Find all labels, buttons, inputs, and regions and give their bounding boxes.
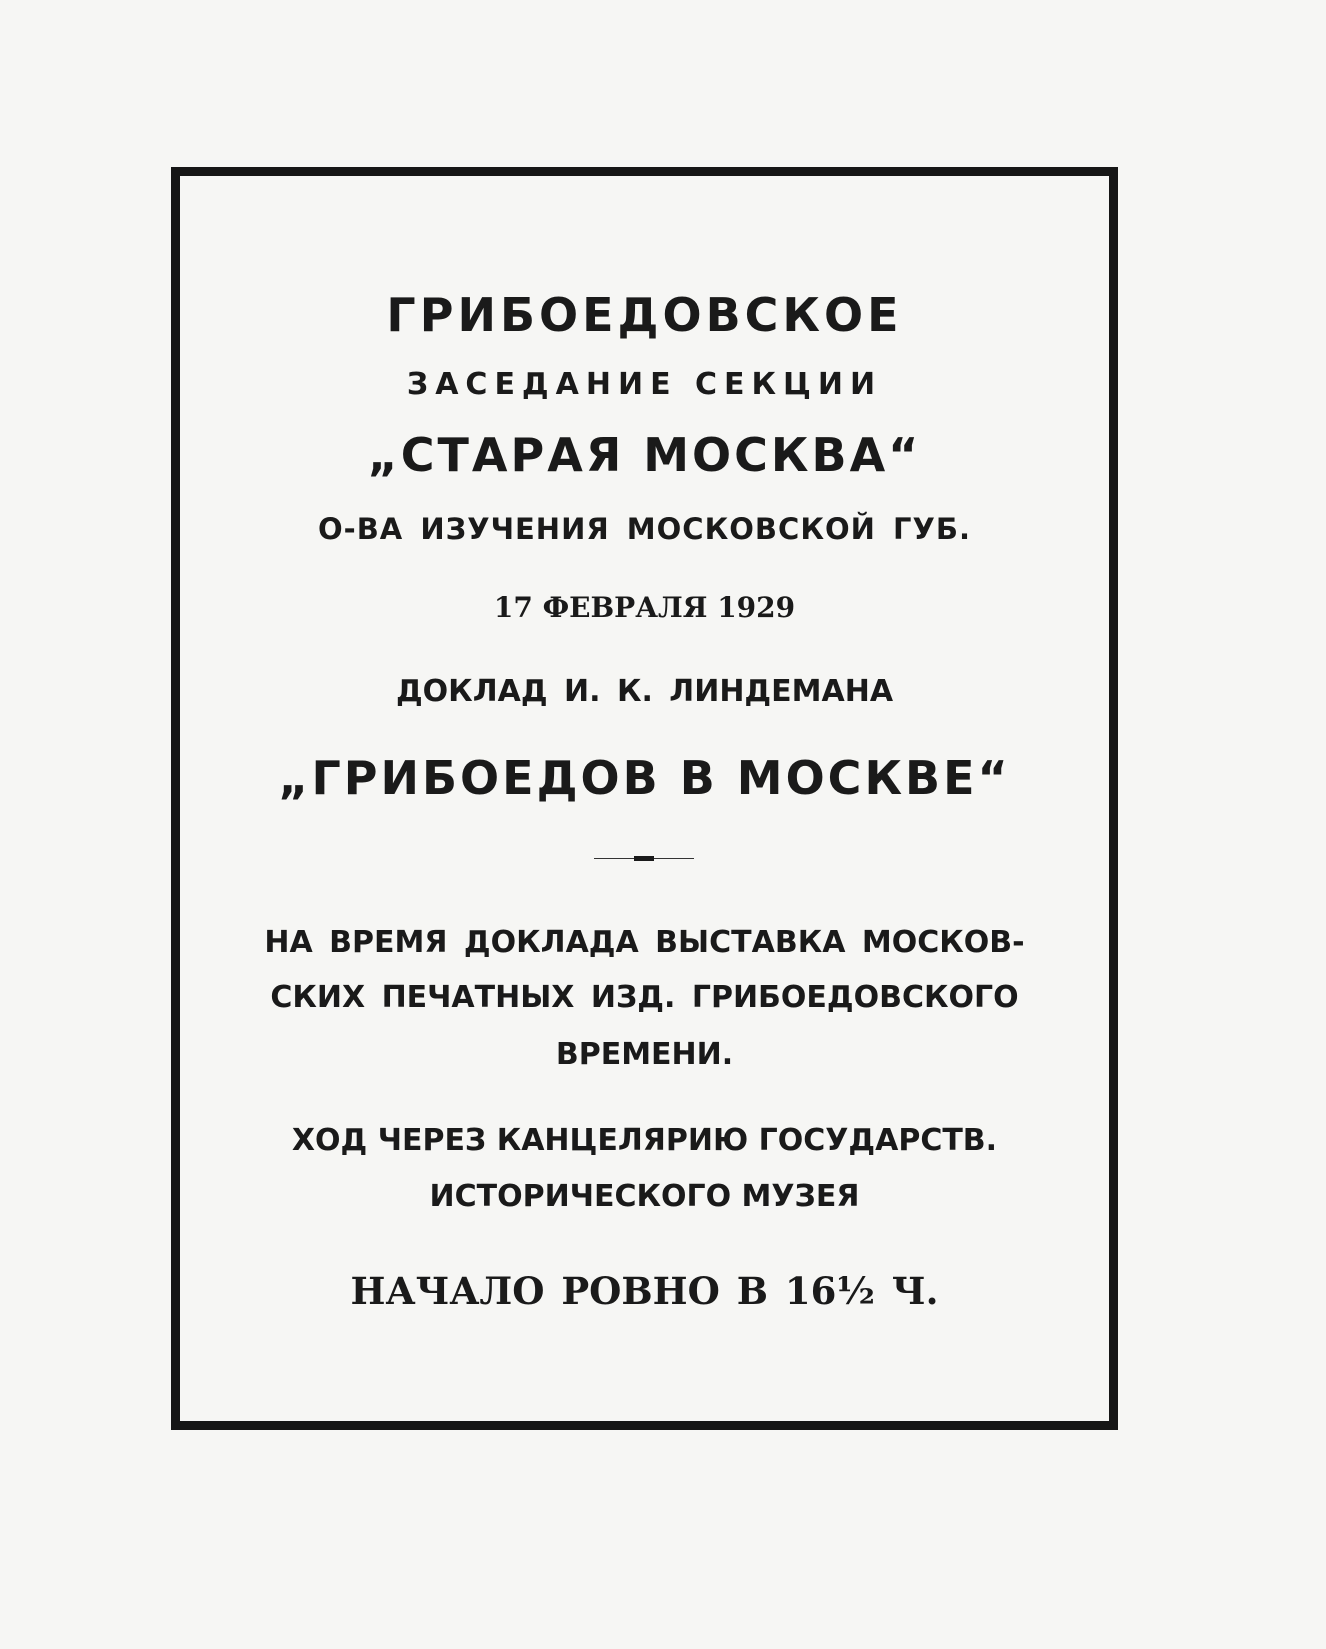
card-title: ГРИБОЕДОВСКОЕ — [386, 288, 903, 342]
exhibition-line-2: СКИХ ПЕЧАТНЫХ ИЗД. ГРИБОЕДОВСКОГО — [270, 980, 1019, 1015]
event-date: 17 ФЕВРАЛЯ 1929 — [493, 591, 796, 624]
divider-rule-left — [594, 858, 634, 859]
ornamental-divider — [594, 856, 694, 862]
exhibition-line-1: НА ВРЕМЯ ДОКЛАДА ВЫСТАВКА МОСКОВ- — [264, 925, 1025, 960]
report-speaker: ДОКЛАД И. К. ЛИНДЕМАНА — [395, 674, 894, 709]
entrance-line-2: ИСТОРИЧЕСКОГО МУЗЕЯ — [429, 1179, 860, 1214]
meeting-label: ЗАСЕДАНИЕ СЕКЦИИ — [406, 367, 883, 402]
start-time: НАЧАЛО РОВНО В 16½ Ч. — [350, 1269, 939, 1313]
divider-center-mark — [634, 856, 654, 861]
divider-rule-right — [654, 858, 694, 859]
society-name: О-ВА ИЗУЧЕНИЯ МОСКОВСКОЙ ГУБ. — [318, 512, 971, 546]
exhibition-line-3: ВРЕМЕНИ. — [555, 1037, 734, 1072]
report-title: „ГРИБОЕДОВ В МОСКВЕ“ — [278, 751, 1011, 805]
section-name: „СТАРАЯ МОСКВА“ — [367, 428, 922, 482]
entrance-line-1: ХОД ЧЕРЕЗ КАНЦЕЛЯРИЮ ГОСУДАРСТВ. — [291, 1123, 998, 1158]
